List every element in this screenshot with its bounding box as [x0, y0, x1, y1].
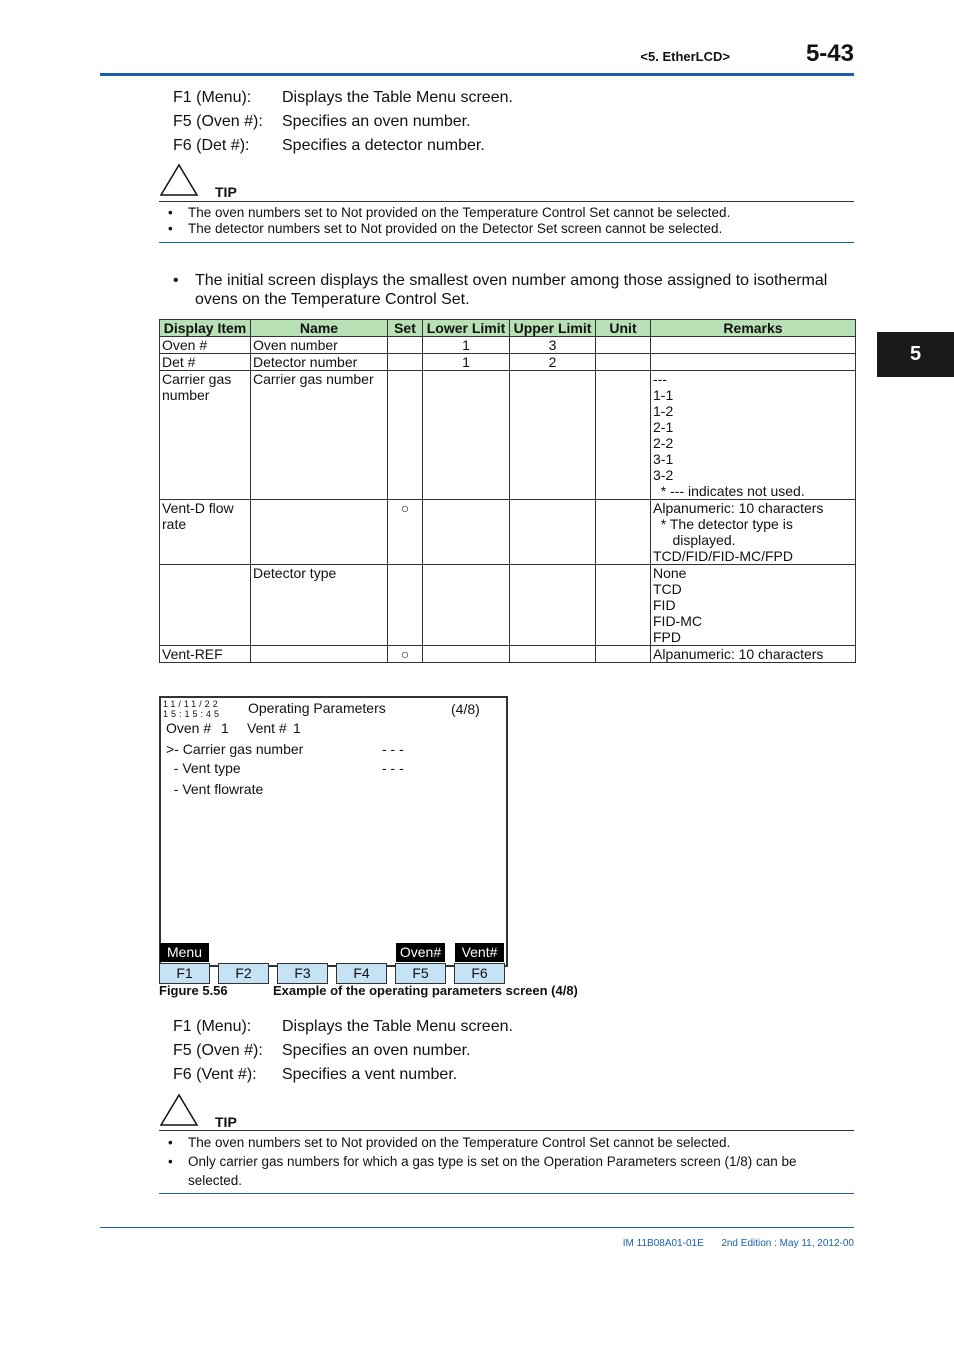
doc-number: IM 11B08A01-01E: [622, 1238, 704, 1249]
cell: Detector type: [251, 565, 388, 646]
table-row: [160, 354, 856, 371]
lcd-row-value: - - -: [382, 760, 404, 776]
table-row: [160, 371, 856, 500]
parameter-table: [159, 319, 856, 663]
lcd-row-label[interactable]: >- Carrier gas number: [166, 741, 304, 757]
lcd-vent-label: Vent #: [247, 720, 287, 736]
f2-button[interactable]: F2: [218, 963, 269, 984]
tip-triangle-icon: [159, 163, 199, 197]
cell: Oven number: [251, 337, 388, 354]
fkey-name: F1 (Menu):: [173, 89, 252, 106]
tip-label: TIP: [215, 1114, 237, 1130]
table-header-row: [160, 320, 856, 337]
cell: [388, 337, 423, 354]
figure-number: Figure 5.56: [159, 983, 228, 998]
cell: Vent-D flow rate: [160, 500, 251, 565]
fkey-desc-row: [173, 137, 573, 159]
softkey-oven[interactable]: Oven#: [396, 943, 445, 962]
fkey-name: F6 (Vent #):: [173, 1066, 257, 1083]
lcd-datetime: 11/11/22 15:15:45: [163, 699, 223, 719]
tip-triangle-icon: [159, 1093, 199, 1127]
cell: [596, 371, 651, 500]
remarks-cell: Alpanumeric: 10 characters * The detector type is displayed. TCD/FID/FID-MC/FPD: [651, 500, 856, 565]
tip-label: TIP: [215, 184, 237, 200]
cell: [596, 646, 651, 663]
cell: Carrier gas number: [251, 371, 388, 500]
fkey-name: F5 (Oven #):: [173, 113, 263, 130]
fkey-description: Displays the Table Menu screen.: [282, 1018, 513, 1035]
cell: Vent-REF: [160, 646, 251, 663]
fkey-desc-row: [173, 1066, 573, 1088]
lcd-row-label[interactable]: - Vent flowrate: [166, 781, 264, 797]
cell: [596, 500, 651, 565]
tip-rule: [159, 1130, 854, 1131]
cell: 1: [423, 337, 510, 354]
tip-item: • Only carrier gas numbers for which a gas type is set on the Operation Parameters screen (1/8) can be selected.: [168, 1154, 797, 1188]
cell: [510, 500, 596, 565]
f6-button[interactable]: F6: [454, 963, 505, 984]
cell: Det #: [160, 354, 251, 371]
fkey-desc-row: [173, 1042, 573, 1064]
cell: [388, 565, 423, 646]
tip-rule: [159, 201, 854, 202]
cell: [160, 565, 251, 646]
f1-button[interactable]: F1: [159, 963, 210, 984]
cell: 3: [510, 337, 596, 354]
tip-item: • The oven numbers set to Not provided on the Temperature Control Set cannot be selected.: [168, 1135, 731, 1150]
lcd-oven-label: Oven #: [166, 720, 212, 736]
lcd-vent-value: 1: [293, 720, 301, 736]
tip-item: • The oven numbers set to Not provided on the Temperature Control Set cannot be selected.: [168, 205, 731, 220]
f3-button[interactable]: F3: [277, 963, 328, 984]
info-paragraph: The initial screen displays the smallest oven number among those assigned to isothermal ovens on the Temperature Control Set.: [195, 272, 828, 308]
cell: [510, 565, 596, 646]
col-header: Unit: [596, 320, 651, 337]
fkey-description: Specifies an oven number.: [282, 113, 471, 130]
tip-end-rule: [159, 242, 854, 243]
bullet: •: [173, 272, 179, 289]
cell: Oven #: [160, 337, 251, 354]
cell: [423, 500, 510, 565]
f4-button[interactable]: F4: [336, 963, 387, 984]
fkey-description: Specifies a vent number.: [282, 1066, 458, 1083]
cell: [388, 371, 423, 500]
fkey-desc-row: [173, 113, 573, 135]
cell: Carrier gas number: [160, 371, 251, 500]
cell: [510, 371, 596, 500]
cell: ○: [388, 646, 423, 663]
f5-button[interactable]: F5: [395, 963, 446, 984]
fkey-description: Displays the Table Menu screen.: [282, 89, 513, 106]
table-row: [160, 337, 856, 354]
cell: ○: [388, 500, 423, 565]
table-row: [160, 500, 856, 565]
cell: [423, 646, 510, 663]
cell: Alpanumeric: 10 characters: [651, 646, 856, 663]
table-row: [160, 565, 856, 646]
lcd-row-label[interactable]: - Vent type: [166, 760, 241, 776]
fkey-desc-row: [173, 1018, 573, 1040]
cell: 1: [423, 354, 510, 371]
col-header: Name: [251, 320, 388, 337]
cell: [251, 646, 388, 663]
fkey-name: F6 (Det #):: [173, 137, 250, 154]
table-row: [160, 646, 856, 663]
fkey-description: Specifies a detector number.: [282, 137, 485, 154]
cell: [423, 371, 510, 500]
col-header: Remarks: [651, 320, 856, 337]
remarks-cell: None TCD FID FID-MC FPD: [651, 565, 856, 646]
header-rule: [100, 73, 854, 76]
lcd-oven-value: 1: [221, 720, 229, 736]
fkey-desc-row: [173, 89, 573, 111]
cell: Detector number: [251, 354, 388, 371]
col-header: Upper Limit: [510, 320, 596, 337]
cell: [596, 354, 651, 371]
footer: [560, 1238, 854, 1249]
cell: [510, 646, 596, 663]
col-header: Set: [388, 320, 423, 337]
softkey-vent[interactable]: Vent#: [455, 943, 504, 962]
cell: [423, 565, 510, 646]
cell: [388, 354, 423, 371]
footer-rule: [100, 1227, 854, 1228]
softkey-menu[interactable]: Menu: [160, 943, 209, 962]
figure-caption: Example of the operating parameters screen (4/8): [273, 983, 578, 998]
col-header: Display Item: [160, 320, 251, 337]
lcd-row-value: - - -: [382, 741, 404, 757]
fkey-description: Specifies an oven number.: [282, 1042, 471, 1059]
cell: [596, 337, 651, 354]
lcd-title: Operating Parameters: [248, 700, 386, 716]
tip-item: • The detector numbers set to Not provided on the Detector Set screen cannot be selected.: [168, 221, 723, 236]
page-number: 5-43: [805, 40, 854, 67]
lcd-screen: [159, 696, 508, 967]
fkey-name: F5 (Oven #):: [173, 1042, 263, 1059]
section-title: <5. EtherLCD>: [640, 49, 730, 64]
cell: [651, 337, 856, 354]
cell: [651, 354, 856, 371]
fkey-name: F1 (Menu):: [173, 1018, 252, 1035]
cell: [596, 565, 651, 646]
remarks-cell: --- 1-1 1-2 2-1 2-2 3-1 3-2 * --- indicates not used.: [651, 371, 856, 500]
tip-end-rule: [159, 1193, 854, 1194]
col-header: Lower Limit: [423, 320, 510, 337]
chapter-tab: 5: [877, 332, 954, 377]
cell: [251, 500, 388, 565]
cell: 2: [510, 354, 596, 371]
edition: 2nd Edition : May 11, 2012-00: [721, 1238, 854, 1249]
lcd-page: (4/8): [451, 701, 480, 717]
